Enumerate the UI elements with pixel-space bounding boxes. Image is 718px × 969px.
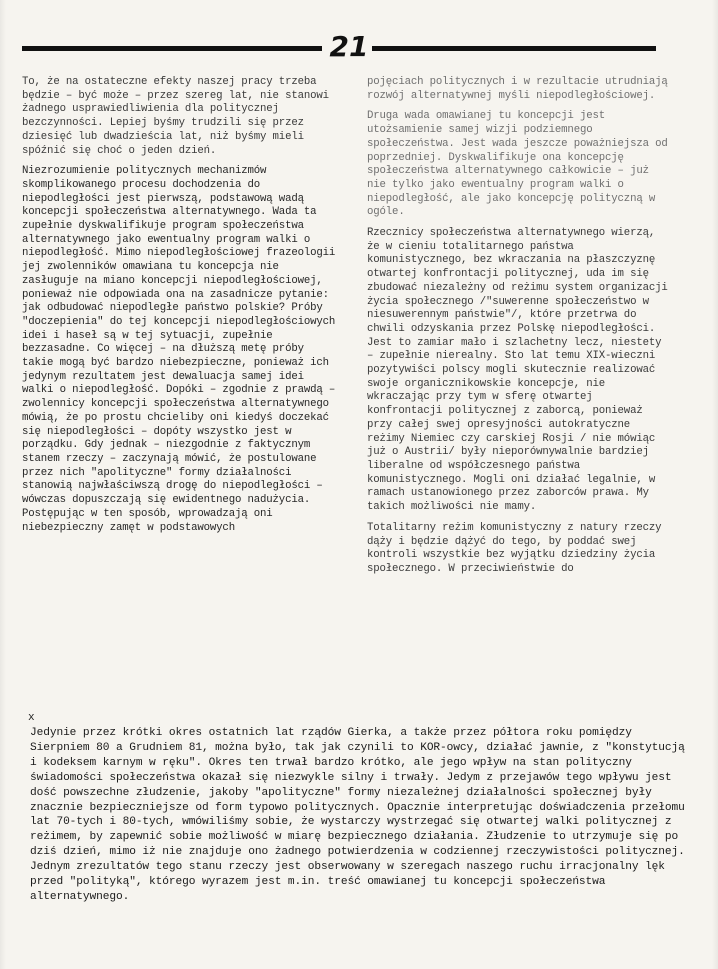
header-rule-right — [372, 46, 656, 51]
scan-edge-left — [0, 0, 6, 969]
left-column — [22, 76, 338, 542]
right-column — [367, 76, 673, 584]
scan-edge-right — [712, 0, 718, 969]
right-paragraph-3: Rzecznicy społeczeństwa alternatywnego wierzą, że w cieniu totalitarnego państwa komunistycznego, bez wkraczania na płaszczyznę otwartej konfrontacji politycznej, uda im się zbudować niezależny od reżimu system organizacji życia społecznego /"suwerenne społeczeństwo w niesuwerennym państwie"/, które przetrwa do chwili odzyskania przez Polskę niepodległości. Jest to zamiar mało i szlachetny lecz, niestety – zupełnie nierealny. Sto lat temu XIX-wieczni pozytywiści polscy mogli skutecznie realizować swoje organicznikowskie koncepcje, nie wkraczając przy tym w sferę otwartej konfrontacji politycznej z zaborcą, ponieważ przy całej swej opresyjności autokratyczne reżimy Niemiec czy carskiej Rosji / nie mówiąc już o Austrii/ były nieporównywalnie bardziej liberalne od współczesnego państwa komunistycznego. Mogli oni działać legalnie, w ramach ustanowionego przez zaborców prawa. My takich możliwości nie mamy. — [367, 227, 668, 514]
page-number: 21 — [329, 30, 369, 63]
footnote-text: Jedynie przez krótki okres ostatnich lat rządów Gierka, a także przez półtora roku pomiędzy Sierpniem 80 a Grudniem 81, można było, tak jak czynili to KOR-owcy, działać jawnie, z "konstytucją i kodeksem karnym w ręku". Okres ten trwał bardzo krótko, ale jego wpływ na stan polityczny świadomości społeczeństwa okazał się niezwykle silny i trwały. Jedym z przejawów tego wpływu jest dość powszechne złudzenie, jakoby "apolityczne" formy niezależnej działalności społecznej były znacznie bezpieczniejsze od form typowo politycznych. Opacznie interpretując doświadczenia przełomu lat 70-tych i 80-tych, wmówiliśmy sobie, że wystarczy wystrzegać się otwartej walki politycznej z reżimem, by zapewnić sobie możliwość w miarę bezpiecznego działania. Złudzenie to utrzymuje się po dziś dzień, mimo iż nie znajduje ono żadnego potwierdzenia w codziennej rzeczywistości politycznej. Jednym zrezultatów tego stanu rzeczy jest obserwowany w szeregach naszego ruchu irracjonalny lęk przed "polityką", którego wyrazem jest m.in. treść omawianej tu koncepcji społeczeństwa alternatywnego. — [30, 727, 685, 903]
left-paragraph-2: Niezrozumienie politycznych mechanizmów skomplikowanego procesu dochodzenia do niepodległości jest pierwszą, podstawową wadą koncepcji społeczeństwa alternatywnego. Wada ta zupełnie dyskwalifikuje program społeczeństwa alternatywnego jako ewentualny program walki o niepodległość. Mimo niepodległościowej frazeologii jej zwolenników omawiana tu koncepcja nie zasługuje na miano koncepcji niepodległościowej, ponieważ nie odpowiada ona na zasadnicze pytanie: jak odbudować niepodległe państwo polskie? Próby "doczepienia" do tej koncepcji niepodległościowych idei i haseł są w tej sytuacji, zupełnie bezzasadne. Co więcej – na dłuższą metę próby takie mogą być bardzo niebezpieczne, ponieważ ich jedynym rezultatem jest dewaluacja samej idei walki o niepodległość. Dopóki – zgodnie z prawdą – zwolennicy koncepcji społeczeństwa alternatywnego mówią, że po prostu chcieliby oni kiedyś doczekać się niepodległości – dopóty wszystko jest w porządku. Gdy jednak – niezgodnie z faktycznym stanem rzeczy – zaczynają mówić, że postulowane przez nich "apolityczne" formy działalności stanowią najwłaściwszą drogę do niepodległości – wówczas dopuszczają się ewidentnego nadużycia. Postępując w ten sposób, wprowadzają oni niebezpieczny zamęt w podstawowych — [22, 165, 336, 534]
footnote-marker: x — [28, 712, 35, 724]
right-paragraph-4: Totalitarny reżim komunistyczny z natury rzeczy dąży i będzie dążyć do tego, by poddać swej kontroli wszystkie bez wyjątku dziedziny życia społecznego. W przeciwieństwie do — [367, 521, 662, 575]
right-paragraph-2: Druga wada omawianej tu koncepcji jest utożsamienie samej wizji podziemnego społeczeństwa. Jest wada jeszcze poważniejsza od poprzedniej. Dyskwalifikuje ona koncepcję społeczeństwa alternatywnego całkowicie – już nie tylko jako ewentualny program walki o niepodległość, ale jako koncepcję polityczną w ogóle. — [367, 110, 668, 219]
page-header — [0, 32, 718, 68]
right-paragraph-1: pojęciach politycznych i w rezultacie utrudniają rozwój alternatywnej myśli niepodległościowej. — [367, 76, 668, 102]
left-paragraph-1: To, że na ostateczne efekty naszej pracy trzeba będzie – być może – przez szereg lat, nie stanowi żadnego usprawiedliwienia dla politycznej bezczynności. Lepiej byśmy trudzili się przez dziesięć lub dwadzieścia lat, niż byśmy mieli spóźnić się choć o jeden dzień. — [22, 76, 329, 157]
footnote — [30, 726, 692, 905]
header-rule-left — [22, 46, 322, 51]
